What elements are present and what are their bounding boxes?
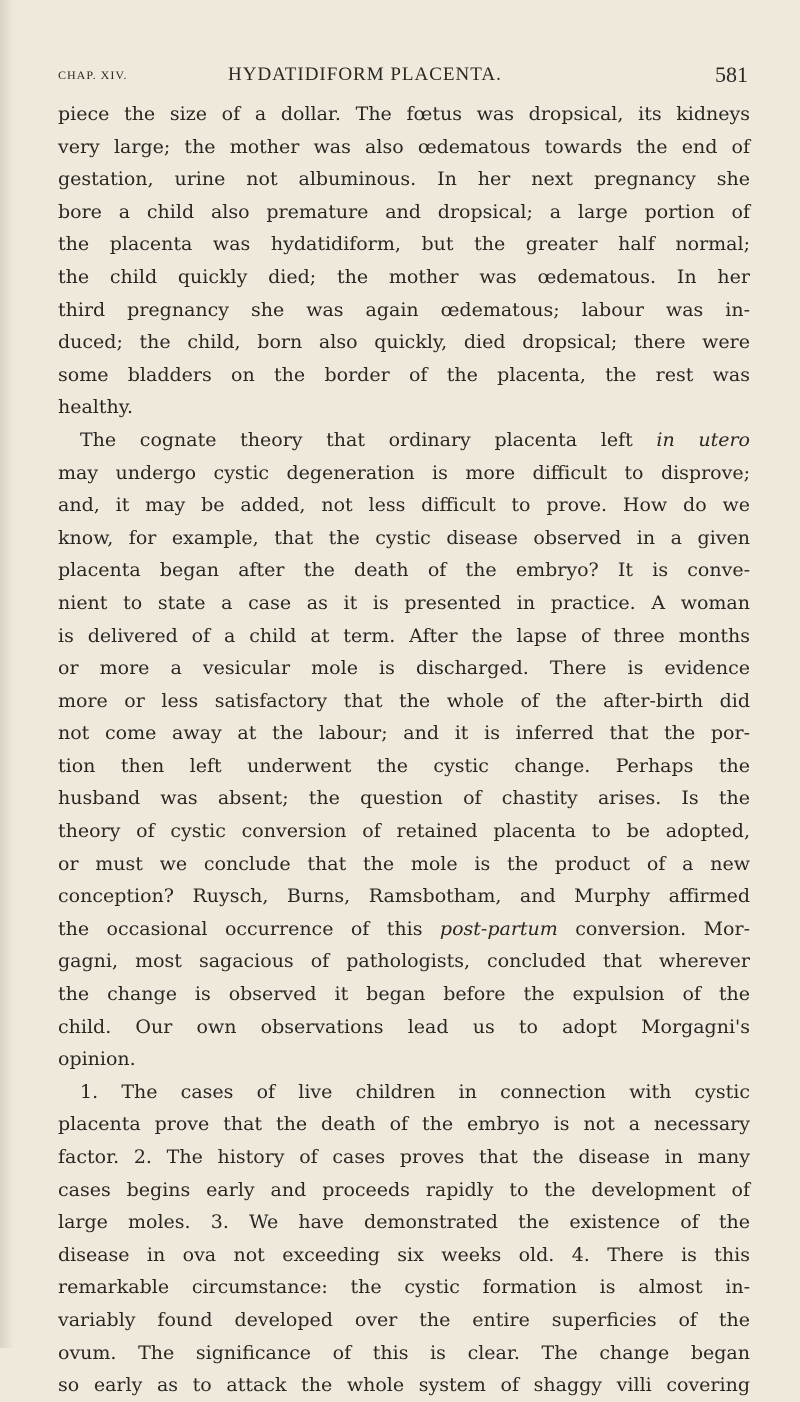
text-line: know, for example, that the cystic disease observed in a given [58,526,750,549]
text-line: healthy. [58,396,134,419]
text-line: piece the size of a dollar. The fœtus was dropsical, its kidneys [58,103,750,125]
text-line: placenta began after the death of the embryo? It is conve- [58,559,750,582]
text-line: husband was absent; the question of chastity arises. Is the [58,787,750,810]
text-line: third pregnancy she was again œdematous; labour was in- [58,298,750,321]
text-line: some bladders on the border of the placenta, the rest was [58,363,750,386]
text-line: the child quickly died; the mother was œdematous. In her [58,265,750,288]
text-line: duced; the child, born also quickly, died dropsical; there were [58,331,750,354]
text-line: cases begins early and proceeds rapidly to the development of [58,1178,750,1201]
paragraph-start-line: 1. The cases of live children in connection with cystic [80,1080,750,1103]
text-line: placenta prove that the death of the embryo is not a necessary [58,1113,750,1136]
page-edge-shadow [0,0,14,1348]
text-line: is delivered of a child at term. After the lapse of three months [58,624,750,647]
text-line: not come away at the labour; and it is inferred that the por- [58,722,750,745]
text-line: may undergo cystic degeneration is more difficult to disprove; [58,461,750,484]
text-line: more or less satisfactory that the whole of the after-birth did [58,689,750,712]
text-line: variably found developed over the entire superficies of the [58,1308,750,1331]
text-line: ovum. The significance of this is clear. The change began [58,1341,750,1364]
text-line: or must we conclude that the mole is the product of a new [58,852,750,875]
text-line: opinion. [58,1048,136,1071]
chapter-label: CHAP. XIV. [58,68,128,82]
text-line: the change is observed it began before the expulsion of the [58,983,750,1006]
text-line: child. Our own observations lead us to adopt Morgagni's [58,1015,750,1038]
running-title: HYDATIDIFORM PLACENTA. [228,64,502,85]
text-line: bore a child also premature and dropsical; a large portion of [58,200,750,223]
text-line: theory of cystic conversion of retained placenta to be adopted, [58,820,750,843]
italic-phrase: post-partum [439,917,558,940]
text-line: very large; the mother was also œdematous towards the end of [58,135,750,158]
text-line: remarkable circumstance: the cystic formation is almost in- [58,1276,750,1299]
text-line: the placenta was hydatidiform, but the greater half normal; [58,233,750,256]
text-line: conception? Ruysch, Burns, Ramsbotham, and Murphy affirmed [58,885,750,908]
text-line: or more a vesicular mole is discharged. There is evidence [58,657,750,680]
text-line: nient to state a case as it is presented in practice. A woman [58,591,750,614]
text-line: and, it may be added, not less difficult to prove. How do we [58,494,750,517]
body-text [58,98,750,1402]
italic-phrase: in utero [656,428,750,451]
text-line: gestation, urine not albuminous. In her next pregnancy she [58,168,750,191]
paragraph-start-line: The cognate theory that ordinary placenta left in utero [80,428,750,451]
page-number: 581 [715,62,748,87]
text-line: factor. 2. The history of cases proves that the disease in many [58,1146,750,1168]
running-header [58,62,748,92]
text-line: gagni, most sagacious of pathologists, concluded that wherever [58,950,750,973]
text-line: so early as to attack the whole system of shaggy villi covering [58,1374,750,1397]
text-line: disease in ova not exceeding six weeks old. 4. There is this [58,1243,750,1266]
text-line: tion then left underwent the cystic change. Perhaps the [58,754,750,777]
text-line: the occasional occurrence of this post-partum conversion. Mor- [58,917,750,940]
text-line: large moles. 3. We have demonstrated the existence of the [58,1211,750,1234]
